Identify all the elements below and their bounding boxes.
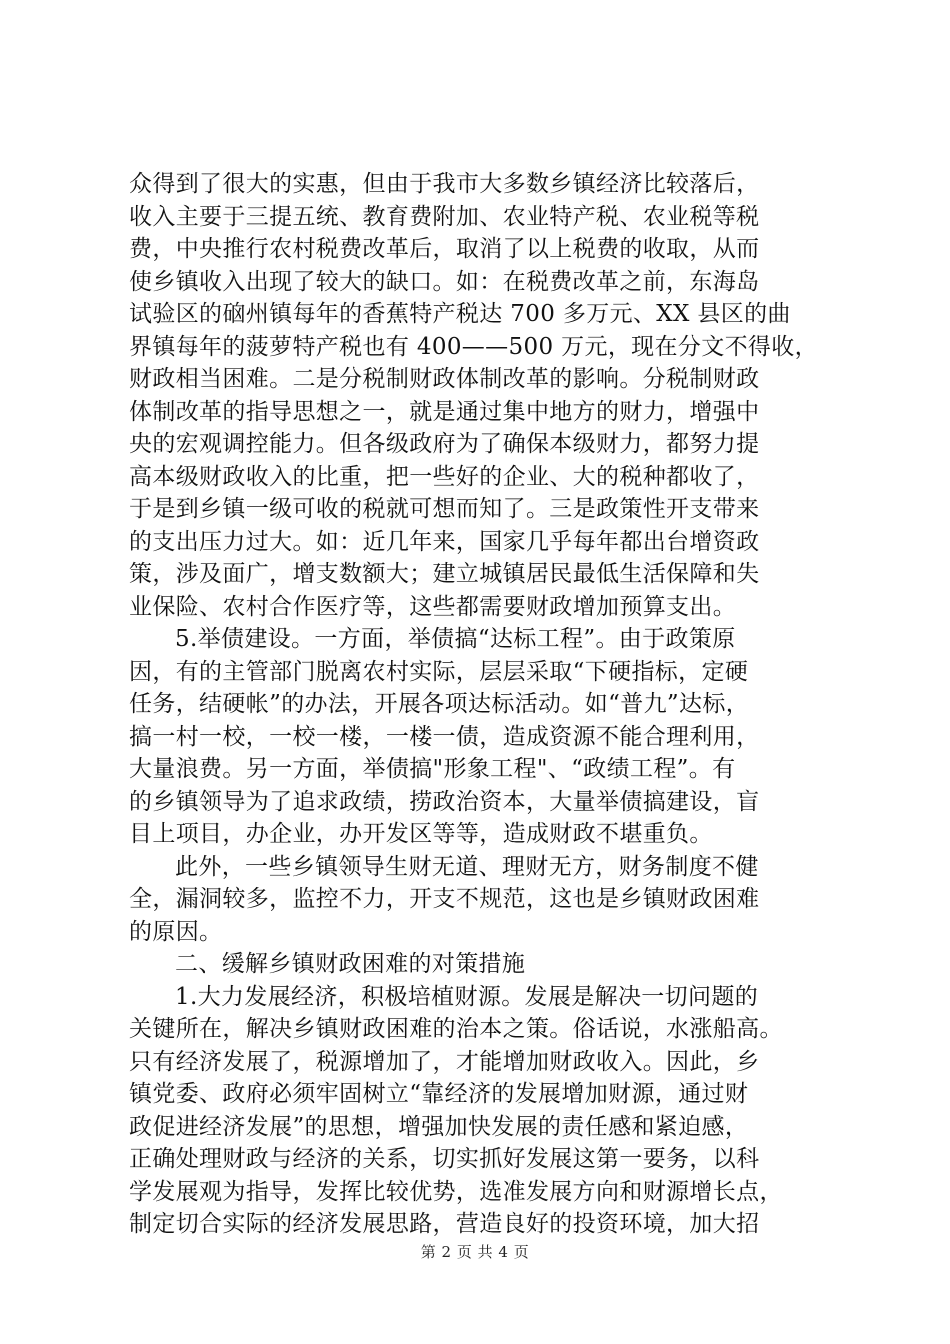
text-line: 学发展观为指导，发挥比较优势，选准发展方向和财源增长点， xyxy=(129,1178,783,1205)
text-line: 费，中央推行农村税费改革后，取消了以上税费的收取，从而 xyxy=(129,236,760,262)
text-line: 全，漏洞较多，监控不力，开支不规范，这也是乡镇财政困难 xyxy=(129,886,760,912)
text-line: 镇党委、政府必须牢固树立“靠经济的发展增加财源，通过财 xyxy=(129,1081,749,1107)
text-line: 此外，一些乡镇领导生财无道、理财无方，财务制度不健 xyxy=(175,853,759,880)
text-line: 央的宏观调控能力。但各级政府为了确保本级财力，都努力提 xyxy=(129,431,760,457)
text-line: 正确处理财政与经济的关系，切实抓好发展这第一要务，以科 xyxy=(129,1146,760,1172)
text-line: 的乡镇领导为了追求政绩，捞政治资本，大量举债搞建设，盲 xyxy=(129,788,760,815)
text-line: 界镇每年的菠萝特产税也有 400——500 万元，现在分文不得收， xyxy=(129,333,818,360)
text-line: 二、缓解乡镇财政困难的对策措施 xyxy=(175,951,526,977)
text-line: 目上项目，办企业，办开发区等等，造成财政不堪重负。 xyxy=(129,821,713,847)
text-line: 制定切合实际的经济发展思路，营造良好的投资环境，加大招 xyxy=(129,1211,760,1237)
text-line: 高本级财政收入的比重，把一些好的企业、大的税种都收了， xyxy=(129,463,760,490)
text-line: 众得到了很大的实惠，但由于我市大多数乡镇经济比较落后， xyxy=(129,171,760,197)
text-line: 策，涉及面广，增支数额大；建立城镇居民最低生活保障和失 xyxy=(129,561,760,587)
text-line: 因，有的主管部门脱离农村实际，层层采取“下硬指标，定硬 xyxy=(129,658,749,685)
text-line: 1.大力发展经济，积极培植财源。发展是解决一切问题的 xyxy=(175,983,759,1010)
text-line: 收入主要于三提五统、教育费附加、农业特产税、农业税等税 xyxy=(129,203,760,230)
text-line: 大量浪费。另一方面，举债搞"形象工程"、“政绩工程”。有 xyxy=(129,756,736,782)
document-body xyxy=(129,168,841,1241)
text-line: 财政相当困难。二是分税制财政体制改革的影响。分税制财政 xyxy=(129,366,760,392)
text-line: 关键所在，解决乡镇财政困难的治本之策。俗话说，水涨船高。 xyxy=(129,1016,783,1042)
text-line: 任务，结硬帐”的办法，开展各项达标活动。如“普九”达标， xyxy=(129,691,750,717)
text-line: 的原因。 xyxy=(129,918,223,945)
text-line: 业保险、农村合作医疗等，这些都需要财政增加预算支出。 xyxy=(129,593,737,620)
text-line: 试验区的硇州镇每年的香蕉特产税达 700 多万元、XX 县区的曲 xyxy=(129,301,791,327)
page-footer: 第 2 页 共 4 页 xyxy=(420,1243,530,1261)
text-line: 搞一村一校，一校一楼，一楼一债，造成资源不能合理利用， xyxy=(129,723,760,750)
text-line: 只有经济发展了，税源增加了，才能增加财政收入。因此，乡 xyxy=(129,1048,760,1075)
text-line: 使乡镇收入出现了较大的缺口。如：在税费改革之前，东海岛 xyxy=(129,268,760,295)
text-line: 5.举债建设。一方面，举债搞“达标工程”。由于政策原 xyxy=(175,626,736,652)
text-line: 政促进经济发展”的思想，增强加快发展的责任感和紧迫感， xyxy=(129,1113,749,1140)
text-line: 体制改革的指导思想之一，就是通过集中地方的财力，增强中 xyxy=(129,398,760,425)
text-line: 于是到乡镇一级可收的税就可想而知了。三是政策性开支带来 xyxy=(129,496,760,522)
text-line: 的支出压力过大。如：近几年来，国家几乎每年都出台增资政 xyxy=(129,528,760,555)
